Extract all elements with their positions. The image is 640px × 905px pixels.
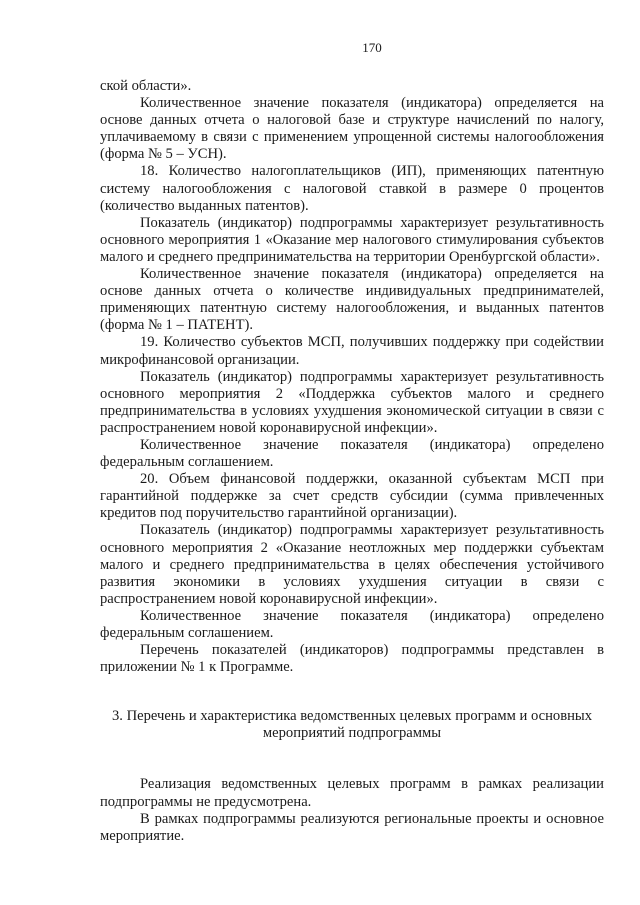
- paragraph: Показатель (индикатор) подпрограммы характеризует результативность основного мероприятия 2 «Оказание неотложных мер поддержки субъектам малого и среднего предпринимательства в целях обеспечения устойчивого развития экономики в условиях ухудшения ситуации в связи с распространением новой коронавирусной инфекции».: [100, 522, 604, 607]
- paragraph: Количественное значение показателя (индикатора) определяется на основе данных отчета о количестве индивидуальных предпринимателей, применяющих патентную систему налогообложения, и выданных патентов (форма № 1 – ПАТЕНТ).: [100, 266, 604, 334]
- paragraph: Количественное значение показателя (индикатора) определено федеральным соглашением.: [100, 436, 604, 471]
- section-heading-line-2: мероприятий подпрограммы: [262, 725, 442, 742]
- body-text-bottom: [100, 776, 604, 844]
- paragraph: В рамках подпрограммы реализуются региональные проекты и основное мероприятие.: [100, 810, 604, 844]
- paragraph: 19. Количество субъектов МСП, получивших поддержку при содействии микрофинансовой организации.: [100, 334, 604, 368]
- paragraph: ской области».: [100, 78, 192, 94]
- paragraph: Количественное значение показателя (индикатора) определяется на основе данных отчета о налоговой базе и структуре начислений по налогу, уплачиваемому в связи с применением упрощенной системы налогообложения (форма № 5 – УСН).: [100, 95, 604, 163]
- paragraph: Количественное значение показателя (индикатора) определено федеральным соглашением.: [100, 607, 604, 641]
- paragraph: Реализация ведомственных целевых программ в рамках реализации подпрограммы не предусмотрена.: [100, 776, 604, 810]
- section-heading-line-1: 3. Перечень и характеристика ведомственных целевых программ и основных: [111, 708, 593, 725]
- section-heading: [100, 708, 604, 742]
- body-text-top: [100, 78, 604, 676]
- paragraph: 20. Объем финансовой поддержки, оказанной субъектам МСП при гарантийной поддержке за счет средств субсидии (сумма привлеченных кредитов под поручительство гарантийной организации).: [100, 471, 604, 522]
- paragraph: 18. Количество налогоплательщиков (ИП), применяющих патентную систему налогообложения с налоговой ставкой в размере 0 процентов (количество выданных патентов).: [100, 163, 604, 214]
- paragraph: Перечень показателей (индикаторов) подпрограммы представлен в приложении № 1 к Программе.: [100, 642, 604, 676]
- paragraph: Показатель (индикатор) подпрограммы характеризует результативность основного мероприятия 1 «Оказание мер налогового стимулирования субъектов малого и среднего предпринимательства на территории Оренбургской области».: [100, 214, 604, 265]
- page-number: 170: [362, 40, 382, 55]
- paragraph: Показатель (индикатор) подпрограммы характеризует результативность основного мероприятия 2 «Поддержка субъектов малого и среднего предпринимательства в условиях ухудшения экономической ситуации в связи с распространением новой коронавирусной инфекции».: [100, 368, 604, 436]
